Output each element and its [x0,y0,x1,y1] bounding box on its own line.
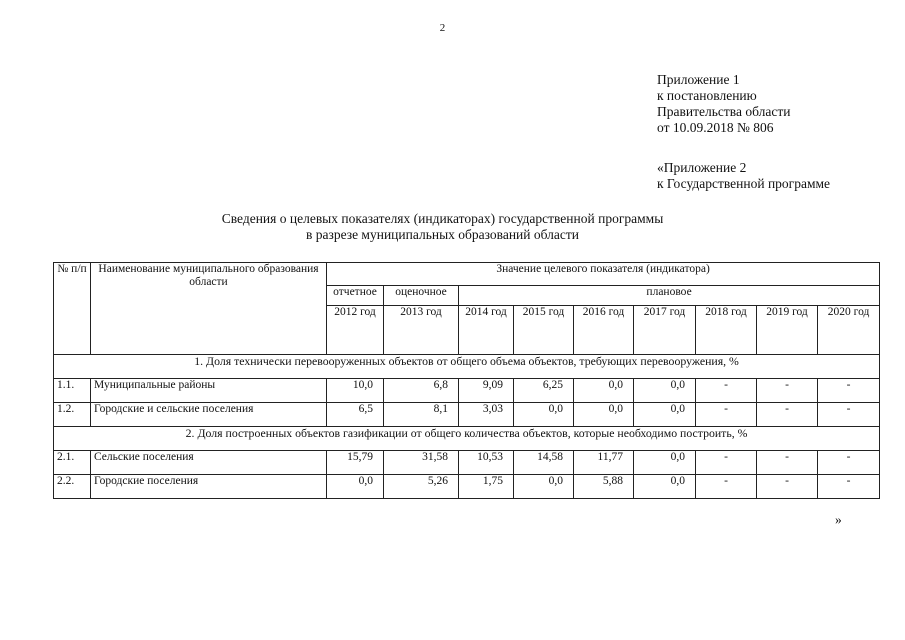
header-no: № п/п [54,263,91,355]
cell-value: 0,0 [514,475,574,499]
year-header: 2017 год [634,306,696,355]
appendix-line: к постановлению [657,88,757,103]
cell-value: 0,0 [514,403,574,427]
cell-value: 0,0 [634,475,696,499]
cell-value: 1,75 [459,475,514,499]
cell-value: 11,77 [574,451,634,475]
section-title: 1. Доля технически перевооруженных объектов от общего объема объектов, требующих перевооружения, % [54,355,880,379]
cell-value: - [818,451,880,475]
cell-value: 31,58 [384,451,459,475]
appendix-gap [657,136,830,160]
appendix-line: от 10.09.2018 № 806 [657,120,774,135]
year-header: 2014 год [459,306,514,355]
cell-value: 0,0 [574,403,634,427]
header-reported: отчетное [327,286,384,306]
year-header: 2013 год [384,306,459,355]
year-header: 2020 год [818,306,880,355]
cell-value: 0,0 [634,403,696,427]
cell-value: 10,0 [327,379,384,403]
appendix-line: Правительства области [657,104,791,119]
year-header: 2016 год [574,306,634,355]
header-name: Наименование муниципального образования области [91,263,327,355]
year-header: 2015 год [514,306,574,355]
cell-value: 9,09 [459,379,514,403]
cell-value: 6,25 [514,379,574,403]
indicators-table [53,262,880,499]
cell-value: 0,0 [634,451,696,475]
row-name: Городские поселения [91,475,327,499]
cell-value: 8,1 [384,403,459,427]
section-row [54,355,880,379]
cell-value: - [696,379,757,403]
cell-value: 0,0 [634,379,696,403]
cell-value: - [757,403,818,427]
cell-value: - [696,475,757,499]
section-row [54,427,880,451]
appendix-line: «Приложение 2 [657,160,747,175]
document-title [0,211,885,243]
year-header: 2018 год [696,306,757,355]
cell-value: 5,88 [574,475,634,499]
row-number: 1.1. [54,379,91,403]
row-number: 1.2. [54,403,91,427]
cell-value: 6,5 [327,403,384,427]
closing-quote-mark: » [835,512,842,527]
cell-value: - [757,451,818,475]
cell-value: 3,03 [459,403,514,427]
title-line: в разрезе муниципальных образований области [306,227,579,242]
appendix-block [657,72,830,192]
year-header: 2019 год [757,306,818,355]
table-row [54,475,880,499]
row-number: 2.1. [54,451,91,475]
cell-value: 0,0 [327,475,384,499]
section-title: 2. Доля построенных объектов газификации от общего количества объектов, которые необходимо построить, % [54,427,880,451]
appendix-line: Приложение 1 [657,72,740,87]
appendix-line: к Государственной программе [657,176,831,191]
header-value: Значение целевого показателя (индикатора) [327,263,880,286]
title-line: Сведения о целевых показателях (индикаторах) государственной программы [221,211,664,226]
cell-value: 10,53 [459,451,514,475]
header-planned: плановое [459,286,880,306]
header-row [54,263,880,286]
table-row [54,403,880,427]
table-row [54,379,880,403]
cell-value: - [696,451,757,475]
cell-value: - [757,379,818,403]
row-name: Городские и сельские поселения [91,403,327,427]
cell-value: 14,58 [514,451,574,475]
cell-value: - [818,379,880,403]
cell-value: 0,0 [574,379,634,403]
year-header: 2012 год [327,306,384,355]
row-number: 2.2. [54,475,91,499]
table-row [54,451,880,475]
cell-value: 15,79 [327,451,384,475]
cell-value: - [696,403,757,427]
page-number: 2 [439,22,446,34]
row-name: Муниципальные районы [91,379,327,403]
cell-value: - [757,475,818,499]
row-name: Сельские поселения [91,451,327,475]
cell-value: 6,8 [384,379,459,403]
cell-value: - [818,475,880,499]
header-estimated: оценочное [384,286,459,306]
cell-value: - [818,403,880,427]
cell-value: 5,26 [384,475,459,499]
